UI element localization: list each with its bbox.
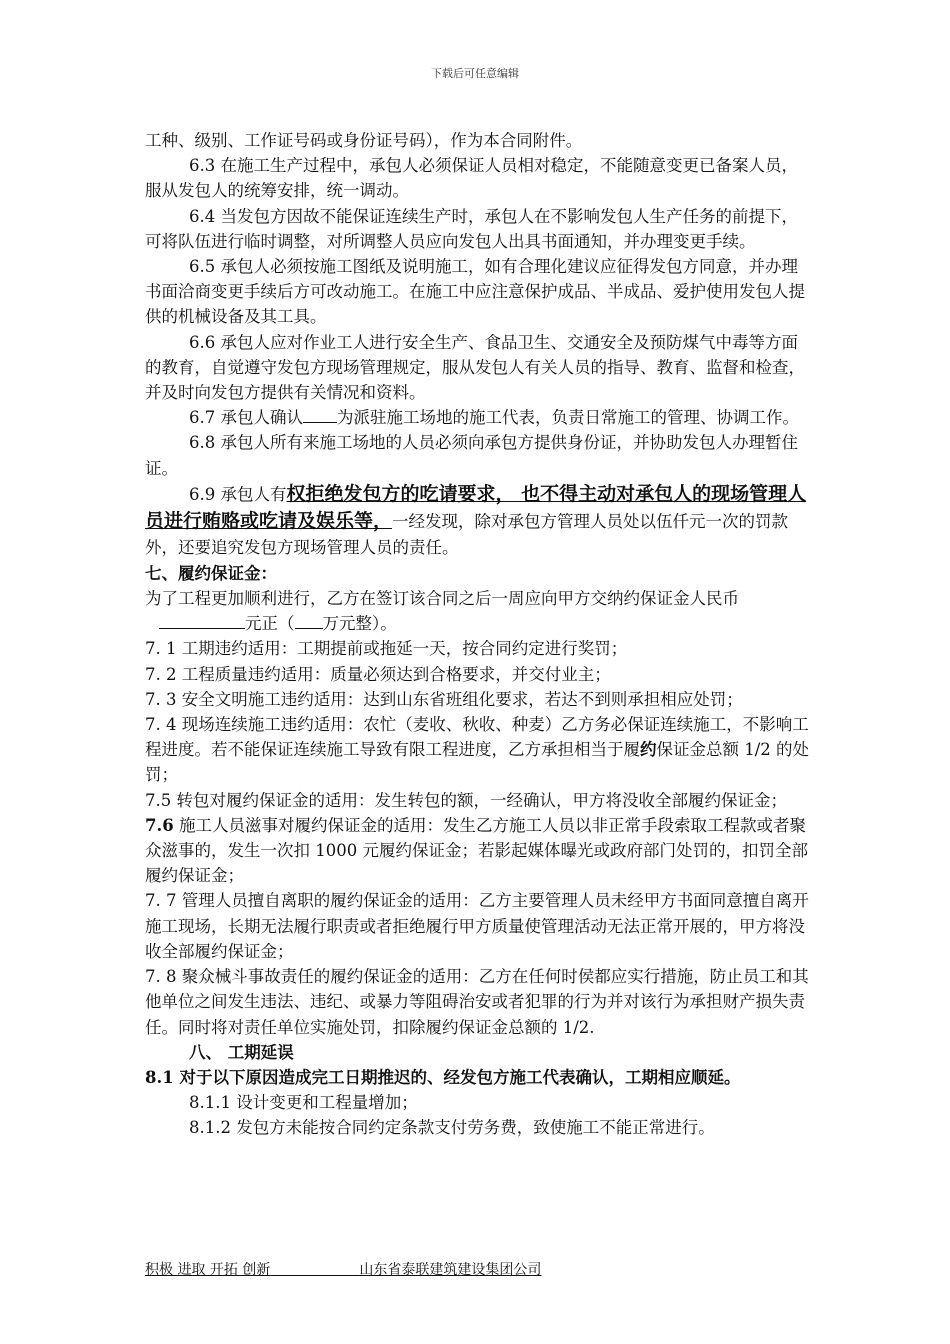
section-7-intro-end: 万元整）。 xyxy=(322,614,397,634)
clause-7-4 xyxy=(145,712,813,788)
clause-7-1: 7. 1 工期违约适用：工期提前或拖延一天，按合同约定进行奖罚； xyxy=(145,639,628,659)
clause-7-4-start: 7. 4 现场连续施工违约适用：农忙（麦收、秋收、种麦）乙方务必保证连续施工，不影响工程进度。若不能保证连续施工导致有限工程进度，乙方承担相当于履 xyxy=(145,715,809,760)
clause-8-1: 8.1 对于以下原因造成完工日期推迟的、经发包方施工代表确认，工期相应顺延。 xyxy=(145,1067,741,1087)
footer-slogan: 积极 进取 开拓 创新 xyxy=(145,1262,271,1278)
clause-7-6-number: 7.6 xyxy=(145,815,174,835)
clause-7-3: 7. 3 安全文明施工违约适用：达到山东省班组化要求，若达不到则承担相应处罚； xyxy=(145,689,743,709)
clause-7-7: 7. 7 管理人员擅自离职的履约保证金的适用：乙方主要管理人员未经甲方书面同意擅自离开施工现场，长期无法履行职责或者拒绝履行甲方质量使管理活动无法正常开展的，甲方将没收全部履约保证金； xyxy=(145,891,809,961)
clause-6-3: 6.3 在施工生产过程中，承包人必须保证人员相对稳定，不能随意变更已备案人员，服从发包人的统筹安排，统一调动。 xyxy=(145,156,798,201)
amount-wan-blank xyxy=(295,611,323,629)
clause-6-8: 6.8 承包人所有来施工场地的人员必须向承包方提供身份证，并协助发包人办理暂住证。 xyxy=(145,433,798,478)
section-7-heading: 七、履约保证金： xyxy=(145,563,277,583)
clause-6-7-end: 为派驻施工场地的施工代表，负责日常施工的管理、协调工作。 xyxy=(337,408,799,428)
clause-6-7 xyxy=(145,405,813,430)
clause-6-9-start: 6.9 承包人有 xyxy=(189,484,287,504)
representative-blank xyxy=(303,405,337,423)
amount-blank xyxy=(159,611,245,629)
clause-6-7-start: 6.7 承包人确认 xyxy=(189,408,303,428)
clause-8-1-1: 8.1.1 设计变更和工程量增加； xyxy=(189,1093,418,1113)
page-footer xyxy=(145,1259,645,1279)
clause-7-6-text: 施工人员滋事对履约保证金的适用：发生乙方施工人员以非正常手段索取工程款或者聚众滋事的，发生一次扣 1000 元履约保证金；若影起媒体曝光或政府部门处罚的，扣罚全部履约保证金； xyxy=(145,815,808,886)
section-7-intro-start: 为了工程更加顺利进行，乙方在签订该合同之后一周应向甲方交纳约保证金人民币 xyxy=(145,589,739,609)
section-7-intro xyxy=(145,586,813,636)
clause-6-9-end: 一经发现，除对承包方管理人员处以伍仟元一次的罚款外，还要追究发包方现场管理人员的责任。 xyxy=(145,511,789,557)
clause-6-5: 6.5 承包人必须按施工图纸及说明施工，如有合理化建议应征得发包方同意，并办理书面洽商变更手续后方可改动施工。在施工中应注意保护成品、半成品、爱护使用发包人提供的机械设备及其工具。 xyxy=(145,257,805,327)
clause-8-1-2: 8.1.2 发包方未能按合同约定条款支付劳务费，致使施工不能正常进行。 xyxy=(189,1118,715,1138)
clause-7-6 xyxy=(145,813,813,889)
clause-6-4: 6.4 当发包方因故不能保证连续生产时，承包人在不影响发包人生产任务的前提下，可将队伍进行临时调整，对所调整人员应向发包人出具书面通知，并办理变更手续。 xyxy=(145,206,798,251)
clause-6-6: 6.6 承包人应对作业工人进行安全生产、食品卫生、交通安全及预防煤气中毒等方面的教育，自觉遵守发包方现场管理规定，服从发包人有关人员的指导、教育、监督和检查，并及时向发包方提供有关情况和资料。 xyxy=(145,332,805,403)
text-line: 工种、级别、工作证号码或身份证号码），作为本合同附件。 xyxy=(145,131,583,150)
clause-6-9 xyxy=(145,481,813,561)
clause-7-4-bold: 约 xyxy=(640,740,657,760)
clause-7-5: 7.5 转包对履约保证金的适用：发生转包的额，一经确认，甲方将没收全部履约保证金； xyxy=(145,790,787,810)
footer-company: 山东省泰联建筑建设集团公司 xyxy=(359,1262,542,1278)
section-8-heading: 八、 工期延误 xyxy=(189,1042,294,1062)
clause-7-8: 7. 8 聚众械斗事故责任的履约保证金的适用：乙方在任何时侯都应实行措施，防止员工和其他单位之间发生违法、违纪、或暴力等阻碍治安或者犯罪的行为并对该行为承担财产损失责任。同时将对责任单位实施处罚，扣除履约保证金总额的 1/2. xyxy=(145,967,809,1037)
page-header-note: 下载后可任意编辑 xyxy=(431,67,519,80)
clause-7-2: 7. 2 工程质量违约适用：质量必须达到合格要求，并交付业主； xyxy=(145,664,611,684)
section-7-intro-mid: 元正（ xyxy=(245,614,295,634)
clause-6-9-emphasis: 权拒绝发包方的吃请要求， 也不得主动对承包人的现场管理人员进行贿赂或吃请及娱乐等， xyxy=(145,482,807,532)
footer-spacer xyxy=(270,1262,359,1278)
document-body xyxy=(145,128,813,1141)
clause-7-4-end: 保证金总额 1/2 的处罚； xyxy=(145,740,810,785)
